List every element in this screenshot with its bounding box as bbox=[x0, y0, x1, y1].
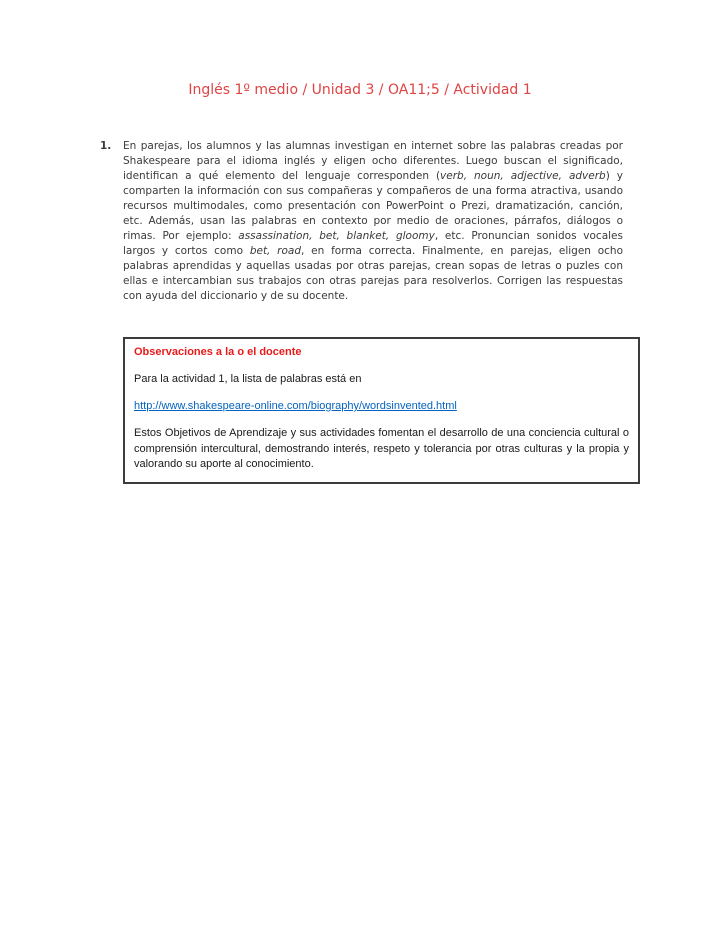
observations-hyperlink[interactable]: http://www.shakespeare-online.com/biography/wordsinvented.html bbox=[134, 400, 457, 412]
page-title: Inglés 1º medio / Unidad 3 / OA11;5 / Actividad 1 bbox=[188, 82, 532, 98]
observations-heading: Observaciones a la o el docente bbox=[134, 346, 302, 358]
observations-box bbox=[123, 337, 640, 484]
observations-note: Estos Objetivos de Aprendizaje y sus actividades fomentan el desarrollo de una conciencia cultural o comprensión intercultural, demostrando interés, respeto y tolerancia por otras culturas y la propia y valorando su aporte al conocimiento. bbox=[134, 427, 629, 470]
activity-text: En parejas, los alumnos y las alumnas investigan en internet sobre las palabras creadas por Shakespeare para el idioma inglés y eligen ocho diferentes. Luego buscan el significado, identifican a qué elemento del lenguaje corresponden (verb, noun, adjective, adverb) y comparten la información con sus compañeras y compañeros de una forma atractiva, usando recursos multimodales, como presentación con PowerPoint o Prezi, dramatización, canción, etc. Además, usan las palabras en contexto por medio de oraciones, párrafos, diálogos o rimas. Por ejemplo: assassination, bet, blanket, gloomy, etc. Pronuncian sonidos vocales largos y cortos como bet, road, en forma correcta. Finalmente, en parejas, eligen ocho palabras aprendidas y aquellas usadas por otras parejas, crean sopas de letras o puzles con ellas e intercambian sus trabajos con otras parejas para resolverlos. Corrigen las respuestas con ayuda del diccionario y de su docente. bbox=[123, 140, 623, 302]
observations-intro: Para la actividad 1, la lista de palabras está en bbox=[134, 373, 362, 385]
activity-number: 1. bbox=[100, 140, 112, 152]
activity-item bbox=[100, 139, 623, 304]
